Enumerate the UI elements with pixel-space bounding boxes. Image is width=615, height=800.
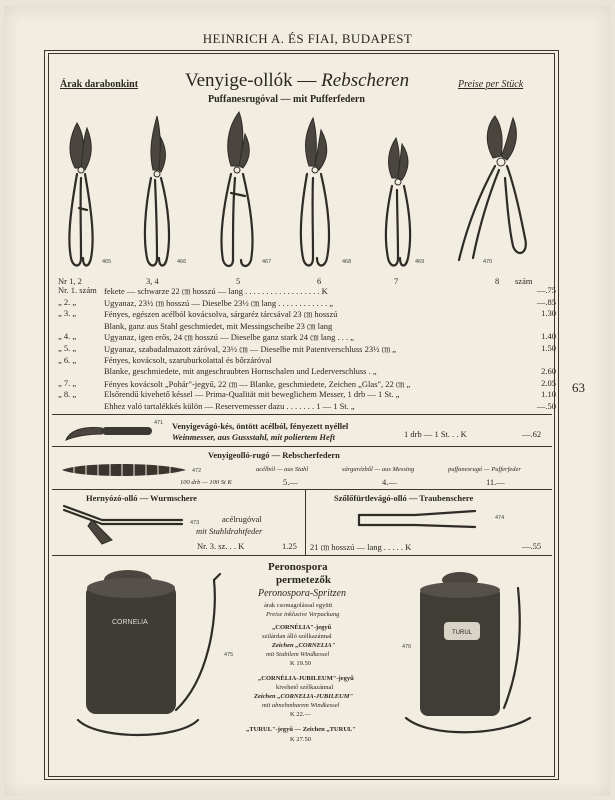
row-text: Blank, ganz aus Stahl geschmiedet, mit Messingscheibe 23 ㎝ lang <box>104 320 333 331</box>
row-price: 2.05 <box>541 377 556 388</box>
turul-price: K 27.50 <box>290 736 311 743</box>
sprayer-475-illustration <box>58 560 238 760</box>
shear-label-2: 3, 4 <box>146 276 159 286</box>
wurm-l1: acélrugóval <box>222 514 262 524</box>
spring-illustration <box>60 460 200 480</box>
row-price: —.85 <box>536 296 556 307</box>
cornelia-price: K 19.50 <box>290 660 311 667</box>
rugo-h2: sárgarézből — aus Messing <box>342 466 415 473</box>
shear-470-illustration <box>459 116 526 260</box>
svg-text:465: 465 <box>102 259 112 265</box>
row-number: „ 8. „ <box>58 389 77 400</box>
svg-text:469: 469 <box>415 259 425 265</box>
svg-text:475: 475 <box>224 652 234 658</box>
divider-v <box>305 489 306 555</box>
row-number: „ 4. „ <box>58 331 77 342</box>
page-number: 63 <box>572 380 585 395</box>
title-hu: Venyige-ollók <box>185 70 293 91</box>
cornelia-1: „CORNÉLIA"-jegyű <box>272 624 332 631</box>
subtitle: Puffanesrugóval — mit Pufferfedern <box>208 94 365 105</box>
weinmesser-illustration <box>62 418 162 448</box>
row-price: 1.40 <box>541 331 556 342</box>
turul-1: „TURUL"-jegyű — Zeichen „TURUL" <box>246 726 356 733</box>
rugo-h3: puffanesrugó — Pufferfeder <box>448 466 521 473</box>
svg-text:468: 468 <box>342 259 352 265</box>
perono-t3: Peronospora-Spritzen <box>258 588 346 599</box>
wurm-title: Hernyózó-olló — Wurmschere <box>86 493 197 503</box>
page-header: HEINRICH A. ÉS FIAI, BUDAPEST <box>202 31 413 46</box>
cornelia-2: szilárdan álló szélkazánnal <box>262 633 332 640</box>
shears-illustrations <box>55 108 555 278</box>
traube-price: —.55 <box>522 541 542 551</box>
svg-text:467: 467 <box>262 259 272 265</box>
brand-turul: TURUL <box>452 630 473 636</box>
shear-label-5: 7 <box>394 276 399 286</box>
shear-467-illustration <box>221 112 252 266</box>
wurm-l2: mit Stahldrahtfeder <box>196 526 263 536</box>
row-number: „ 3. „ <box>58 308 77 319</box>
perono-t1: Peronospora <box>268 561 328 573</box>
jubileum-price: K 22.— <box>290 711 311 718</box>
shear-469-illustration <box>386 138 410 266</box>
weinmesser-line1: Venyigevágó-kés, öntött acélból, fényezett nyéllel <box>172 421 349 431</box>
shear-468-illustration <box>301 118 329 266</box>
row-text: Elsőrendű kivehető késsel — Prima-Qualität mit beweglichem Messer, 1 drb — 1 St. „ <box>104 389 400 400</box>
row-price: —.75 <box>536 285 556 295</box>
svg-text:470: 470 <box>483 259 493 265</box>
row-price: 1.30 <box>541 308 556 319</box>
weinmesser-qty: 1 drb — 1 St. . . K <box>404 429 467 439</box>
jubileum-3: Zeichen „CORNELIA-JUBILEUM" <box>254 693 354 700</box>
title-de: Rebscheren <box>321 70 410 91</box>
rugo-p3: 11.— <box>486 477 505 487</box>
row-price: 1.50 <box>541 343 556 353</box>
divider-1 <box>52 414 552 415</box>
weinmesser-price: —.62 <box>522 429 542 439</box>
row-number: „ 2. „ <box>58 296 77 307</box>
rugo-p2: 4.— <box>382 477 397 487</box>
jubileum-1: „CORNÉLIA-JUBILEUM"-jegyű <box>258 675 354 682</box>
title-left: Árak darabonkint <box>60 79 139 90</box>
row-price: 2.60 <box>541 366 556 377</box>
row-price: —.50 <box>536 401 556 411</box>
shear-466-illustration <box>145 116 169 266</box>
shear-465-illustration <box>69 123 92 266</box>
row-number: „ 5. „ <box>58 343 77 353</box>
cornelia-3: Zeichen „CORNELIA" <box>272 642 336 649</box>
svg-text:471: 471 <box>154 420 164 426</box>
perono-t2: permetezők <box>276 574 331 586</box>
jubileum-2: kivehető szélkazánnal <box>276 684 334 691</box>
traube-title: Szőlőfürtlevágó-olló — Traubenschere <box>334 493 474 503</box>
row-text: Fényes kovácsolt „Pohár"-jegyű, 22 ㎝ — Blanke, geschmiedete, Zeichen „Glas", 22 ㎝ „ <box>104 378 411 389</box>
wurm-price: 1.25 <box>282 541 297 551</box>
title-right: Preise per Stück <box>458 79 524 90</box>
svg-text:474: 474 <box>495 515 505 521</box>
weinmesser-line2: Weinmesser, aus Gussstahl, mit poliertem Heft <box>172 432 336 442</box>
row-number: „ 6. „ <box>58 354 77 365</box>
row-text: Fényes, egészen acélból kovácsolva, sárgaréz tárcsával 23 ㎝ hosszú <box>104 309 338 320</box>
svg-text:466: 466 <box>177 259 187 265</box>
row-text: Fényes, kovácsolt, szaruburkolattal és bőrzáróval <box>104 354 272 365</box>
row-number: „ 7. „ <box>58 377 77 388</box>
wurmschere-illustration <box>62 500 202 550</box>
row-text: Ugyanaz, szabadalmazott záróval, 23½ ㎝ — Dieselbe mit Patentverschluss 23½ ㎝ „ <box>104 344 396 354</box>
perono-p1: árak csomagolással együtt <box>264 602 333 609</box>
brand-cornelia: CORNELIA <box>112 619 148 626</box>
shear-label-1: Nr 1, 2 <box>58 276 82 286</box>
traubenschere-illustration <box>355 505 505 535</box>
shear-label-4: 6 <box>317 276 322 286</box>
perono-p2: Preise inklusive Verpackung <box>266 611 340 618</box>
svg-text:476: 476 <box>402 644 412 650</box>
traube-line: 21 ㎝ hosszú — lang . . . . . K <box>310 542 412 552</box>
shear-label-6: 8 <box>495 276 500 286</box>
row-text: Ehhez való tartalékkés külön — Reservemesser dazu . . . . . . . 1 — 1 St. „ <box>104 401 355 411</box>
page-title <box>185 70 409 92</box>
row-text: Blanke, geschmiedete, mit angeschraubten Hornschalen und Lederverschluss . „ <box>104 366 377 377</box>
row-price: 1.10 <box>541 389 556 400</box>
row-text: Ugyanaz, 23½ ㎝ hosszú — Dieselbe 23½ ㎝ lang . . . . . . . . . . . . „ <box>104 297 333 308</box>
cornelia-4: mit Stabilem Windkessel <box>266 651 330 658</box>
rugo-h1: acélból — aus Stahl <box>256 466 309 473</box>
rugo-qty: 100 drb — 100 St K <box>180 479 232 486</box>
divider-2 <box>52 446 552 447</box>
title-sep: — <box>292 70 322 91</box>
jubileum-4: mit abnehmbarem Windkessel <box>262 702 340 709</box>
svg-text:473: 473 <box>190 520 200 526</box>
sprayer-476-illustration <box>400 568 550 738</box>
divider-3 <box>52 489 552 490</box>
divider-4 <box>52 555 552 556</box>
shear-label-3: 5 <box>236 276 241 286</box>
wurm-nr: Nr. 3. sz. . . K <box>197 541 245 551</box>
row-text: fekete — schwarze 22 ㎝ hosszú — lang . . . . . . . . . . . . . . . . . . K <box>104 286 328 296</box>
row-number: Nr. 1. szám <box>58 285 97 295</box>
rugo-p1: 5.— <box>283 477 298 487</box>
szam-label: szám <box>515 276 533 286</box>
rugo-title: Venyigeolló-rugó — Rebscherfedern <box>208 450 340 460</box>
row-text: Ugyanaz, igen erős, 24 ㎝ hosszú — Dieselbe ganz stark 24 ㎝ lang . . . „ <box>104 332 354 343</box>
svg-text:472: 472 <box>192 468 202 474</box>
